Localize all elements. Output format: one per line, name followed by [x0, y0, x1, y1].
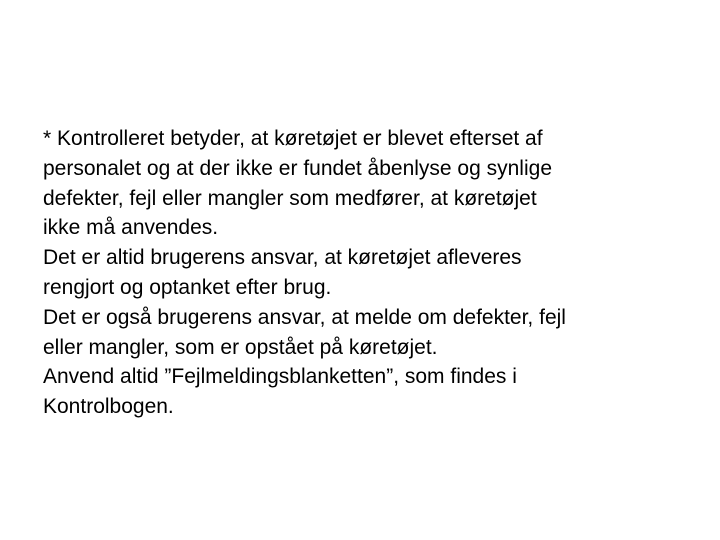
text-line: * Kontrolleret betyder, at køretøjet er blevet efterset af: [43, 127, 543, 150]
text-line: ikke må anvendes.: [43, 216, 219, 240]
text-line: personalet og at der ikke er fundet åbenlyse og synlige: [43, 156, 552, 180]
body-text: [43, 124, 693, 422]
text-line: rengjort og optanket efter brug.: [43, 275, 332, 299]
text-line: Kontrolbogen.: [43, 395, 174, 419]
text-line: eller mangler, som er opstået på køretøjet.: [43, 335, 438, 359]
text-line: Det er altid brugerens ansvar, at køretøjet afleveres: [43, 246, 522, 270]
text-line: Anvend altid ”Fejlmeldingsblanketten”, som findes i: [43, 365, 517, 389]
text-line: defekter, fejl eller mangler som medfører, at køretøjet: [43, 186, 537, 210]
text-line: Det er også brugerens ansvar, at melde om defekter, fejl: [43, 305, 566, 329]
